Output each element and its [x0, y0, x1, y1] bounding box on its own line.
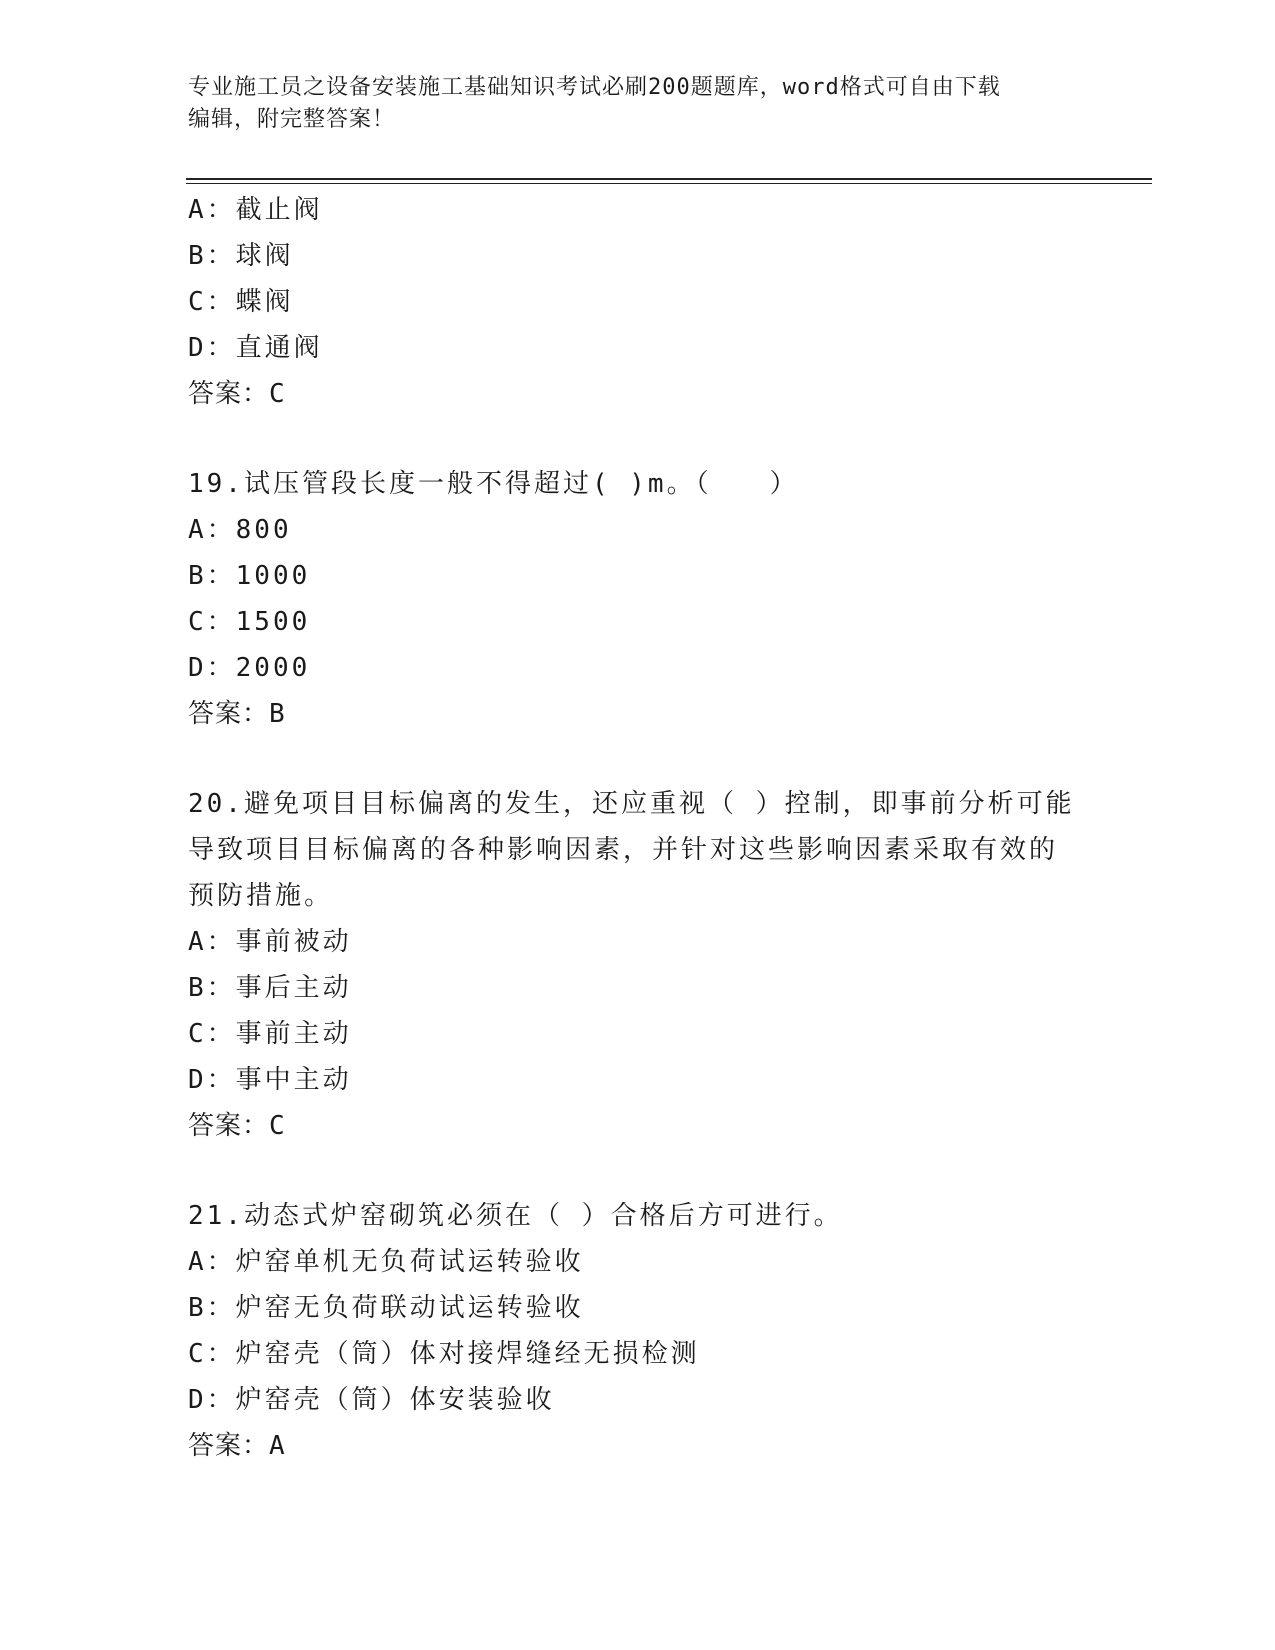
question-stem-line-3: 预防措施。 — [188, 881, 334, 911]
header-title-line-2: 编辑，附完整答案！ — [188, 107, 396, 132]
option-d: D：直通阀 — [188, 333, 323, 363]
header-divider-thin — [186, 183, 1152, 184]
option-d: D：事中主动 — [188, 1065, 352, 1095]
question-list — [188, 187, 1088, 1469]
question-spacer — [188, 737, 1088, 781]
option-b: B：球阀 — [188, 241, 294, 271]
option-c: C：蝶阀 — [188, 287, 294, 317]
option-d: D：炉窑壳（筒）体安装验收 — [188, 1385, 555, 1415]
option-c: C：炉窑壳（筒）体对接焊缝经无损检测 — [188, 1339, 700, 1369]
option-a: A：事前被动 — [188, 927, 352, 957]
option-b: B：炉窑无负荷联动试运转验收 — [188, 1293, 584, 1323]
question-18 — [188, 187, 1088, 417]
answer-line: 答案：C — [188, 1111, 286, 1141]
question-20 — [188, 781, 1088, 1149]
answer-line: 答案：A — [188, 1431, 286, 1461]
question-stem-line-1: 20.避免项目目标偏离的发生，还应重视（ ）控制，即事前分析可能 — [188, 789, 1075, 819]
option-c: C：1500 — [188, 607, 311, 637]
option-b: B：1000 — [188, 561, 311, 591]
option-a: A：截止阀 — [188, 195, 323, 225]
option-a: A：800 — [188, 515, 292, 545]
question-21 — [188, 1193, 1088, 1469]
option-c: C：事前主动 — [188, 1019, 352, 1049]
question-stem: 21.动态式炉窑砌筑必须在（ ）合格后方可进行。 — [188, 1201, 843, 1231]
question-stem-line-2: 导致项目目标偏离的各种影响因素，并针对这些影响因素采取有效的 — [188, 835, 1059, 865]
option-d: D：2000 — [188, 653, 311, 683]
question-19 — [188, 461, 1088, 737]
document-header — [188, 72, 1068, 136]
option-a: A：炉窑单机无负荷试运转验收 — [188, 1247, 584, 1277]
header-divider-thick — [186, 178, 1152, 180]
header-title-line-1: 专业施工员之设备安装施工基础知识考试必刷200题题库，word格式可自由下载 — [188, 75, 1001, 100]
answer-line: 答案：B — [188, 699, 286, 729]
answer-line: 答案：C — [188, 379, 286, 409]
question-spacer — [188, 1149, 1088, 1193]
option-b: B：事后主动 — [188, 973, 352, 1003]
question-stem: 19.试压管段长度一般不得超过( )m。（ ） — [188, 469, 799, 499]
question-spacer — [188, 417, 1088, 461]
